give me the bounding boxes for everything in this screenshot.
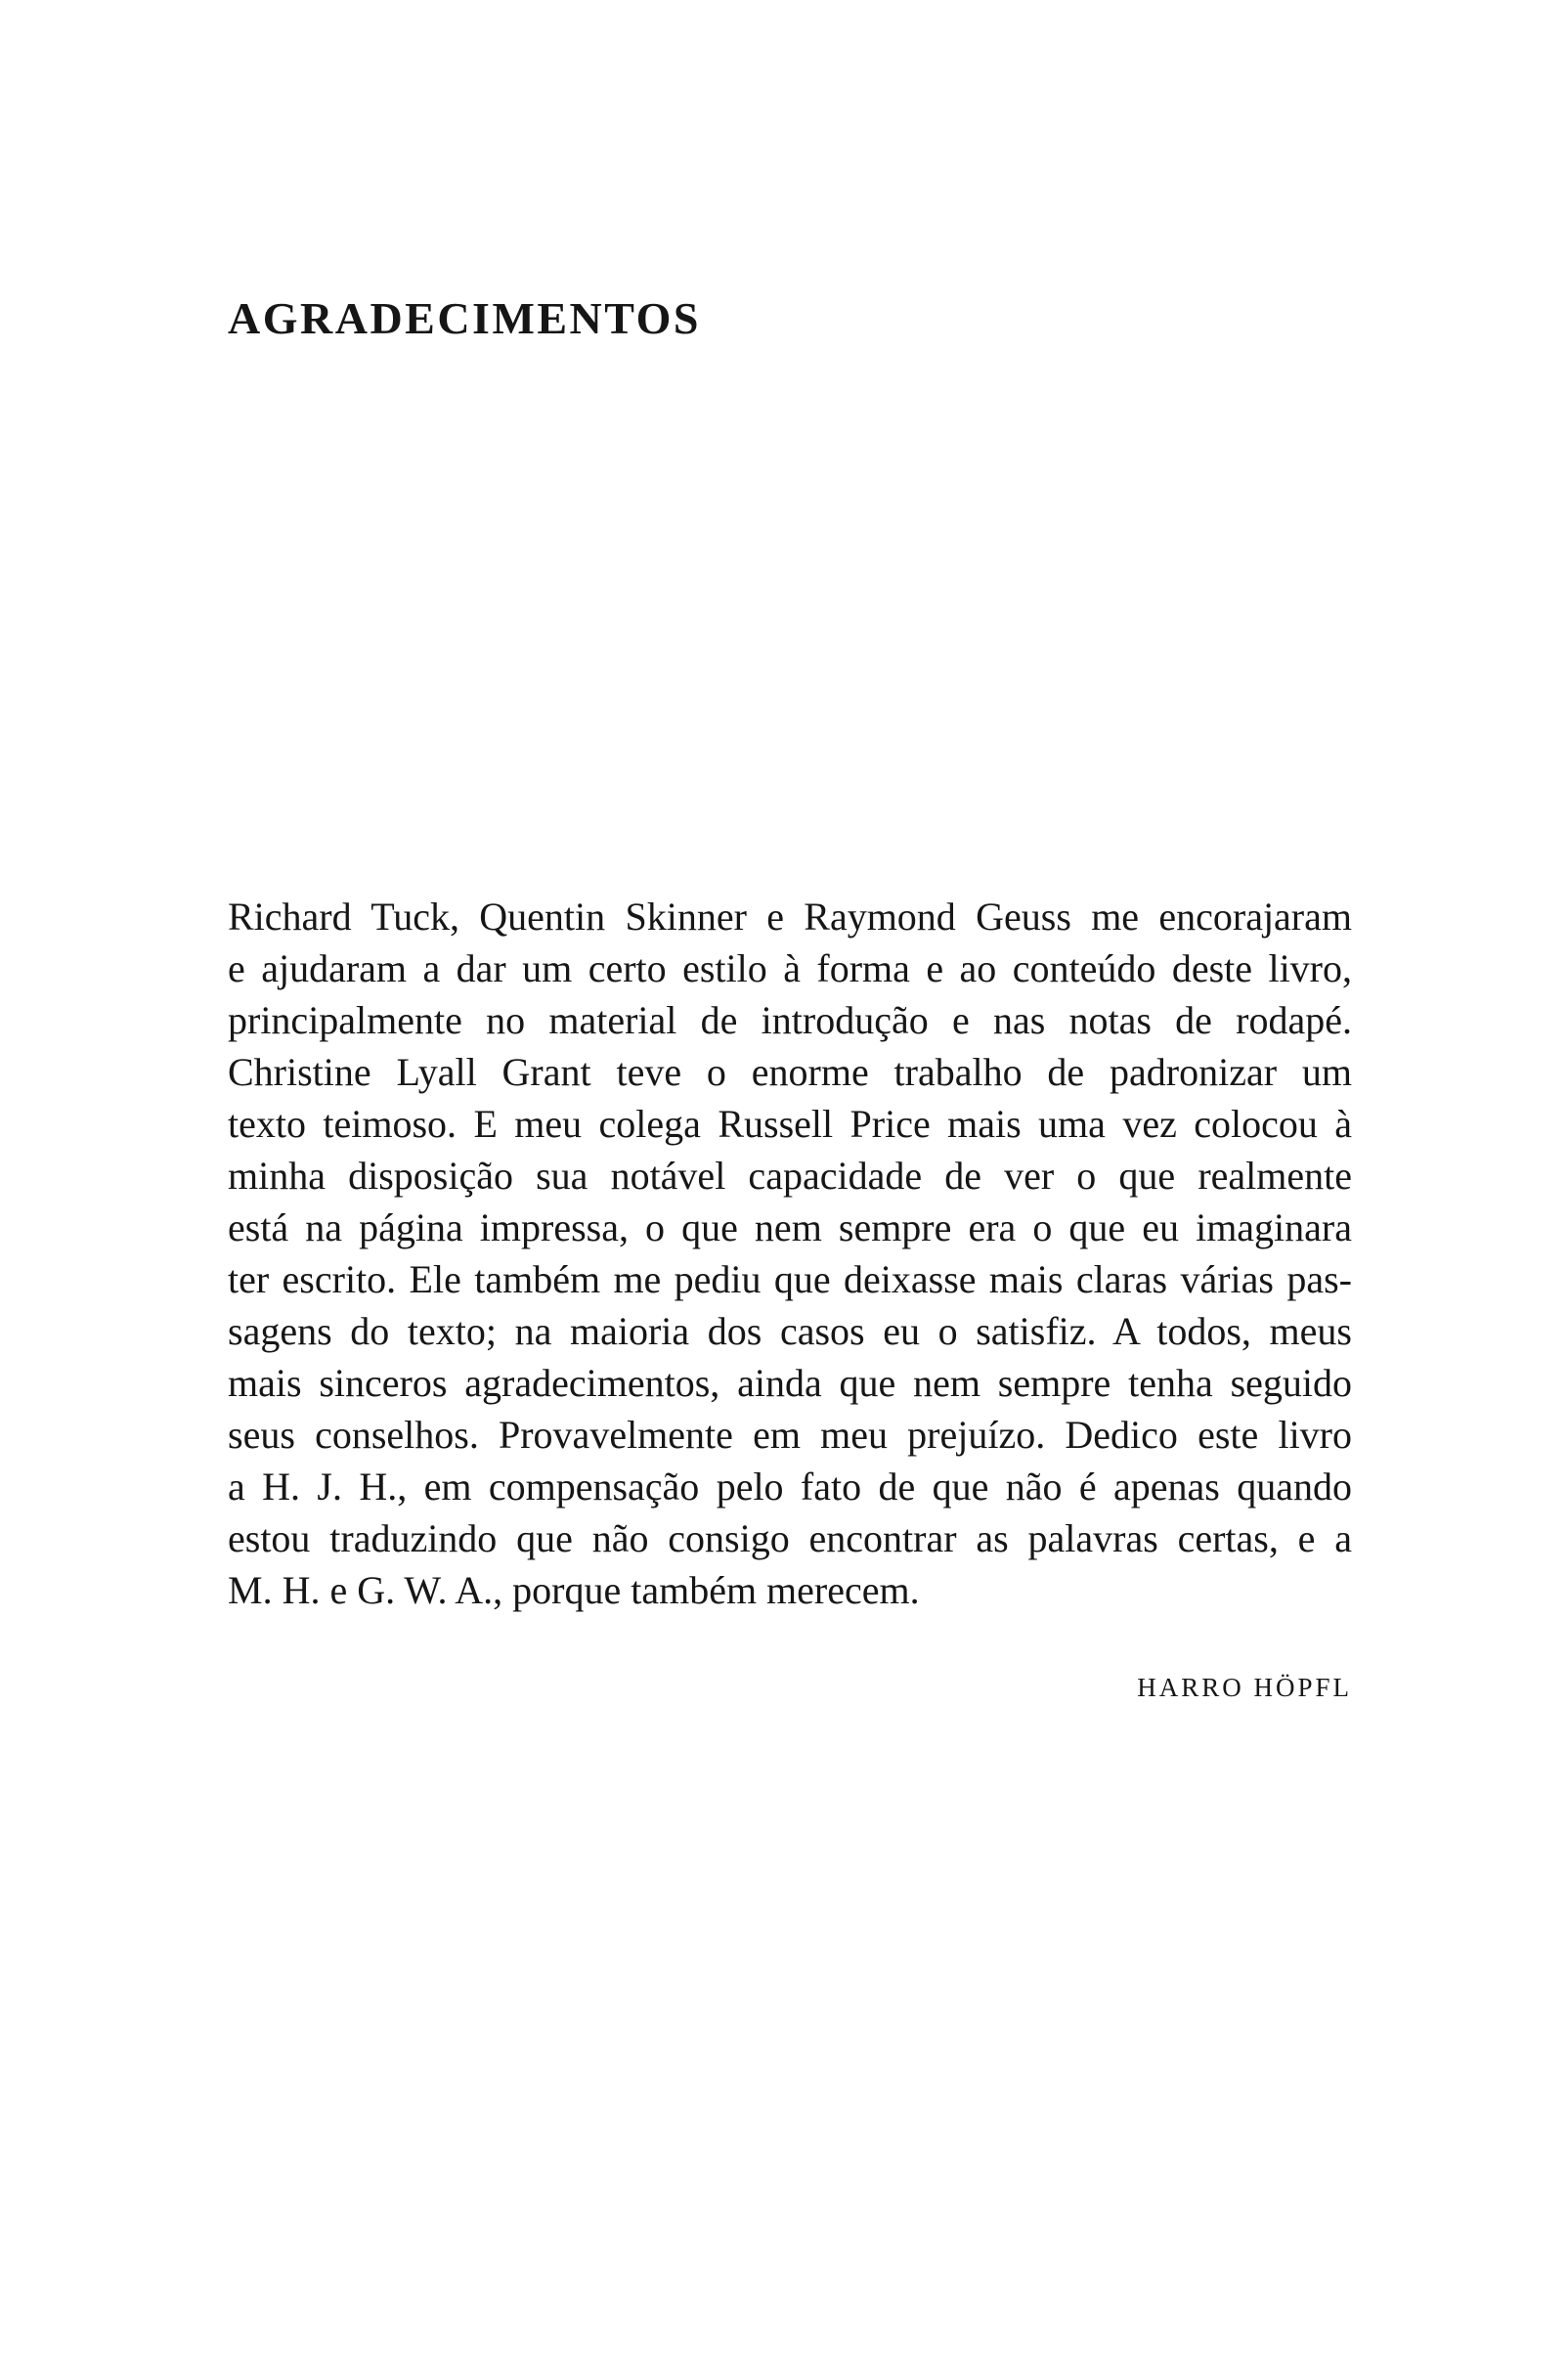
paragraph-line: Richard Tuck, Quentin Skinner e Raymond Geuss me encorajaram <box>228 894 1352 939</box>
paragraph-line: texto teimoso. E meu colega Russell Price mais uma vez colocou à <box>228 1101 1352 1146</box>
paragraph-line: a H. J. H., em compensação pelo fato de que não é apenas quando <box>228 1464 1352 1509</box>
acknowledgments-paragraph <box>228 891 1352 1616</box>
paragraph-line: sagens do texto; na maioria dos casos eu o satisfiz. A todos, meus <box>228 1308 1352 1353</box>
paragraph-line: Christine Lyall Grant teve o enorme trabalho de padronizar um <box>228 1049 1352 1094</box>
paragraph-line: mais sinceros agradecimentos, ainda que nem sempre tenha seguido <box>228 1360 1352 1405</box>
author-signature: HARRO HÖPFL <box>1137 1672 1352 1702</box>
paragraph-line: principalmente no material de introdução e nas notas de rodapé. <box>228 997 1352 1042</box>
text-block <box>228 0 1352 1703</box>
paragraph-line: e ajudaram a dar um certo estilo à forma e ao conteúdo deste livro, <box>228 945 1352 990</box>
paragraph-line: está na página impressa, o que nem sempre era o que eu imaginara <box>228 1204 1352 1249</box>
paragraph-line: estou traduzindo que não consigo encontrar as palavras certas, e a <box>228 1515 1352 1560</box>
paragraph-line: minha disposição sua notável capacidade de ver o que realmente <box>228 1153 1352 1198</box>
paragraph-line: ter escrito. Ele também me pediu que deixasse mais claras várias pas- <box>228 1256 1352 1301</box>
paragraph-line: M. H. e G. W. A., porque também merecem. <box>228 1567 920 1612</box>
paragraph-line: seus conselhos. Provavelmente em meu prejuízo. Dedico este livro <box>228 1412 1352 1457</box>
page-title: AGRADECIMENTOS <box>228 293 701 343</box>
